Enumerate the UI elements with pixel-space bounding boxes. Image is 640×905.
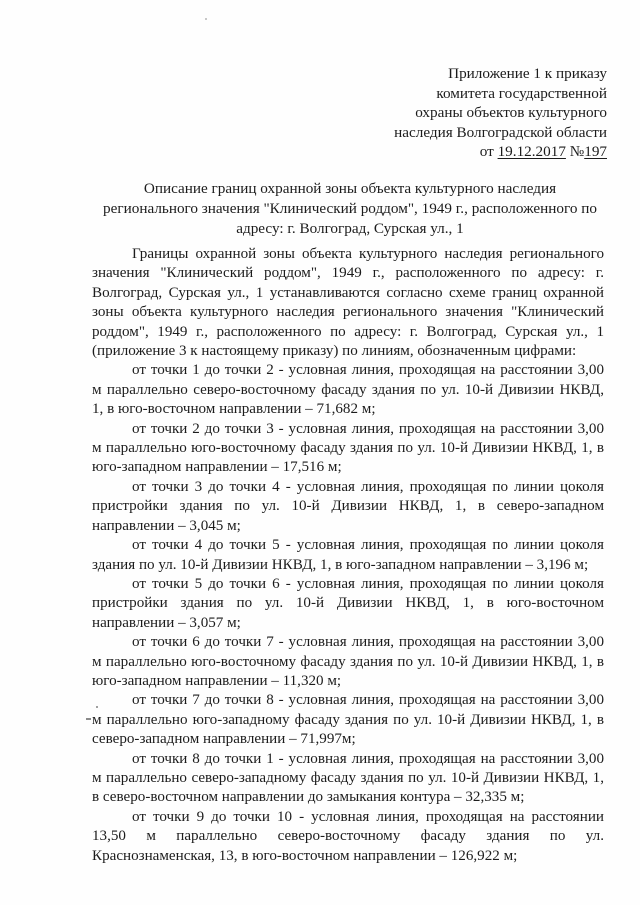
boundary-segment: от точки 2 до точки 3 - условная линия, проходящая на расстоянии 3,00 м параллельно юго-восточному фасаду здания по ул. 10-й Дивизии НКВД, 1, в юго-западном направлении – 17,516 м; (92, 420, 604, 476)
boundary-segment: от точки 8 до точки 1 - условная линия, проходящая на расстоянии 3,00 м параллельно северо-западному фасаду здания по ул. 10-й Дивизии НКВД, 1, в северо-восточном направлении до замыкания контура – 32,335 м; (92, 750, 604, 806)
boundary-segment: от точки 7 до точки 8 - условная линия, проходящая на расстоянии 3,00 м параллельно юго-западному фасаду здания по ул. 10-й Дивизии НКВД, 1, в северо-западном направлении – 71,997м; (92, 692, 604, 748)
appendix-header (327, 64, 607, 162)
order-reference (327, 142, 607, 162)
scan-speck (205, 18, 207, 20)
title-line: Описание границ охранной зоны объекта культурного наследия (143, 180, 557, 197)
boundary-segment: от точки 3 до точки 4 - условная линия, проходящая по линии цоколя пристройки здания по ул. 10-й Дивизии НКВД, 1, в северо-западном направлении – 3,045 м; (92, 478, 604, 534)
boundary-segment: от точки 9 до точки 10 - условная линия, проходящая на расстоянии 13,50 м параллельно северо-восточному фасаду здания по ул. Краснознаменская, 13, в юго-восточном направлении – 126,922 м; (92, 808, 604, 864)
boundary-segment: от точки 4 до точки 5 - условная линия, проходящая по линии цоколя здания по ул. 10-й Дивизии НКВД, 1, в юго-западном направлении – 3,196 м; (92, 537, 604, 573)
scan-speck (86, 718, 91, 720)
intro-paragraph: Границы охранной зоны объекта культурного наследия регионального значения "Клинический роддом", 1949 г., расположенного по адресу: г. Волгоград, Сурская ул., 1 устанавливаются согласно схеме границ охранной зоны объекта культурного наследия регионального значения "Клинический роддом", 1949 г., расположенного по адресу: г. Волгоград, Сурская ул., 1 (приложение 3 к настоящему приказу) по линиям, обозначенным цифрами: (92, 246, 604, 360)
title-line: регионального значения "Клинический роддом", 1949 г., расположенного по (103, 200, 597, 217)
document-body (92, 245, 604, 866)
boundary-segment: от точки 5 до точки 6 - условная линия, проходящая по линии цоколя пристройки здания по ул. 10-й Дивизии НКВД, 1, в юго-восточном направлении – 3,057 м; (92, 575, 604, 631)
document-title (100, 179, 600, 239)
order-number: 197 (584, 143, 607, 161)
boundary-segment: от точки 6 до точки 7 - условная линия, проходящая на расстоянии 3,00 м параллельно юго-восточному фасаду здания по ул. 10-й Дивизии НКВД, 1, в юго-западном направлении – 11,320 м; (92, 634, 604, 689)
order-number-sign: № (565, 143, 585, 161)
appendix-line: охраны объектов культурного (415, 104, 607, 122)
boundary-segment: от точки 1 до точки 2 - условная линия, проходящая на расстоянии 3,00 м параллельно северо-восточному фасаду здания по ул. 10-й Дивизии НКВД, 1, в юго-восточном направлении – 71,682 м; (92, 362, 604, 418)
title-line: адресу: г. Волгоград, Сурская ул., 1 (236, 220, 464, 237)
appendix-line: наследия Волгоградской области (394, 123, 607, 141)
order-prefix: от (479, 143, 498, 161)
appendix-line: комитета государственной (436, 84, 607, 102)
order-date: 19.12.2017 (497, 143, 566, 161)
appendix-line: Приложение 1 к приказу (448, 65, 607, 82)
